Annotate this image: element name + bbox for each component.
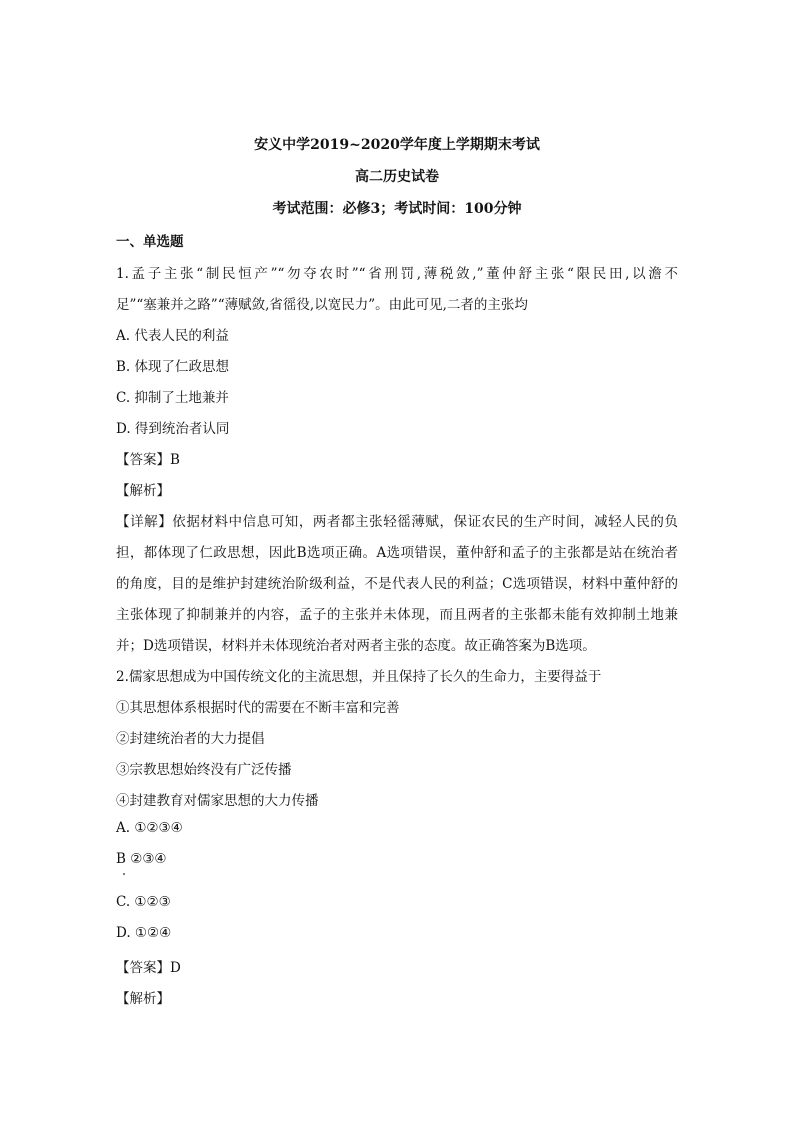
q2-item-2: ②封建统治者的大力提倡 [116,731,265,747]
q1-option-a: A. 代表人民的利益 [116,328,229,344]
q1-stem-line-1: 1.孟子主张“制民恒产”“勿夺农时”“省刑罚,薄税敛,”董仲舒主张“限民田,以澹不 [116,266,678,282]
q1-detail-line-2: 担，都体现了仁政思想，因此B选项正确。A选项错误，董仲舒和孟子的主张都是站在统治者 [116,545,678,561]
q1-detail-line-5: 并；D选项错误，材料并未体现统治者对两者主张的态度。故正确答案为B选项。 [116,638,596,654]
q2-answer: 【答案】D [116,960,181,976]
q1-option-d: D. 得到统治者认同 [116,421,230,437]
q1-analysis-label: 【解析】 [116,483,170,499]
q2-option-a: A. ①②③④ [116,820,183,836]
section-heading: 一、单选题 [116,234,184,250]
q1-answer: 【答案】B [116,452,180,468]
q2-item-1: ①其思想体系根据时代的需要在不断丰富和完善 [116,700,400,716]
q1-stem-line-2: 足”“塞兼并之路”“薄赋敛,省徭役,以宽民力”。由此可见,二者的主张均 [116,297,528,313]
q2-stem: 2.儒家思想成为中国传统文化的主流思想，并且保持了长久的生命力，主要得益于 [116,669,602,685]
school-exam-title: 安义中学2019~2020学年度上学期期末考试 [254,137,540,153]
paper-title: 高二历史试卷 [355,169,439,185]
q2-option-b: B ②③④ [116,851,167,867]
q2-item-4: ④封建教育对儒家思想的大力传播 [116,793,319,809]
q1-option-b: B. 体现了仁政思想 [116,359,230,375]
q1-option-c: C. 抑制了土地兼并 [116,390,229,406]
q2-option-c: C. ①②③ [116,894,171,910]
q2-item-3: ③宗教思想始终没有广泛传播 [116,762,292,778]
q2-option-d: D. ①②④ [116,925,172,941]
q1-detail-line-1: 【详解】依据材料中信息可知，两者都主张轻徭薄赋，保证农民的生产时间，减轻人民的负 [116,514,678,530]
exam-info: 考试范围：必修3；考试时间：100分钟 [272,201,522,217]
q1-detail-line-4: 主张体现了抑制兼并的内容，孟子的主张并未体现，而且两者的主张都未能有效抑制土地兼 [116,607,678,623]
q1-detail-line-3: 的角度，目的是维护封建统治阶级利益，不是代表人民的利益；C选项错误，材料中董仲舒的 [116,576,678,592]
stray-mark [123,873,125,875]
q2-analysis-label: 【解析】 [116,991,170,1007]
